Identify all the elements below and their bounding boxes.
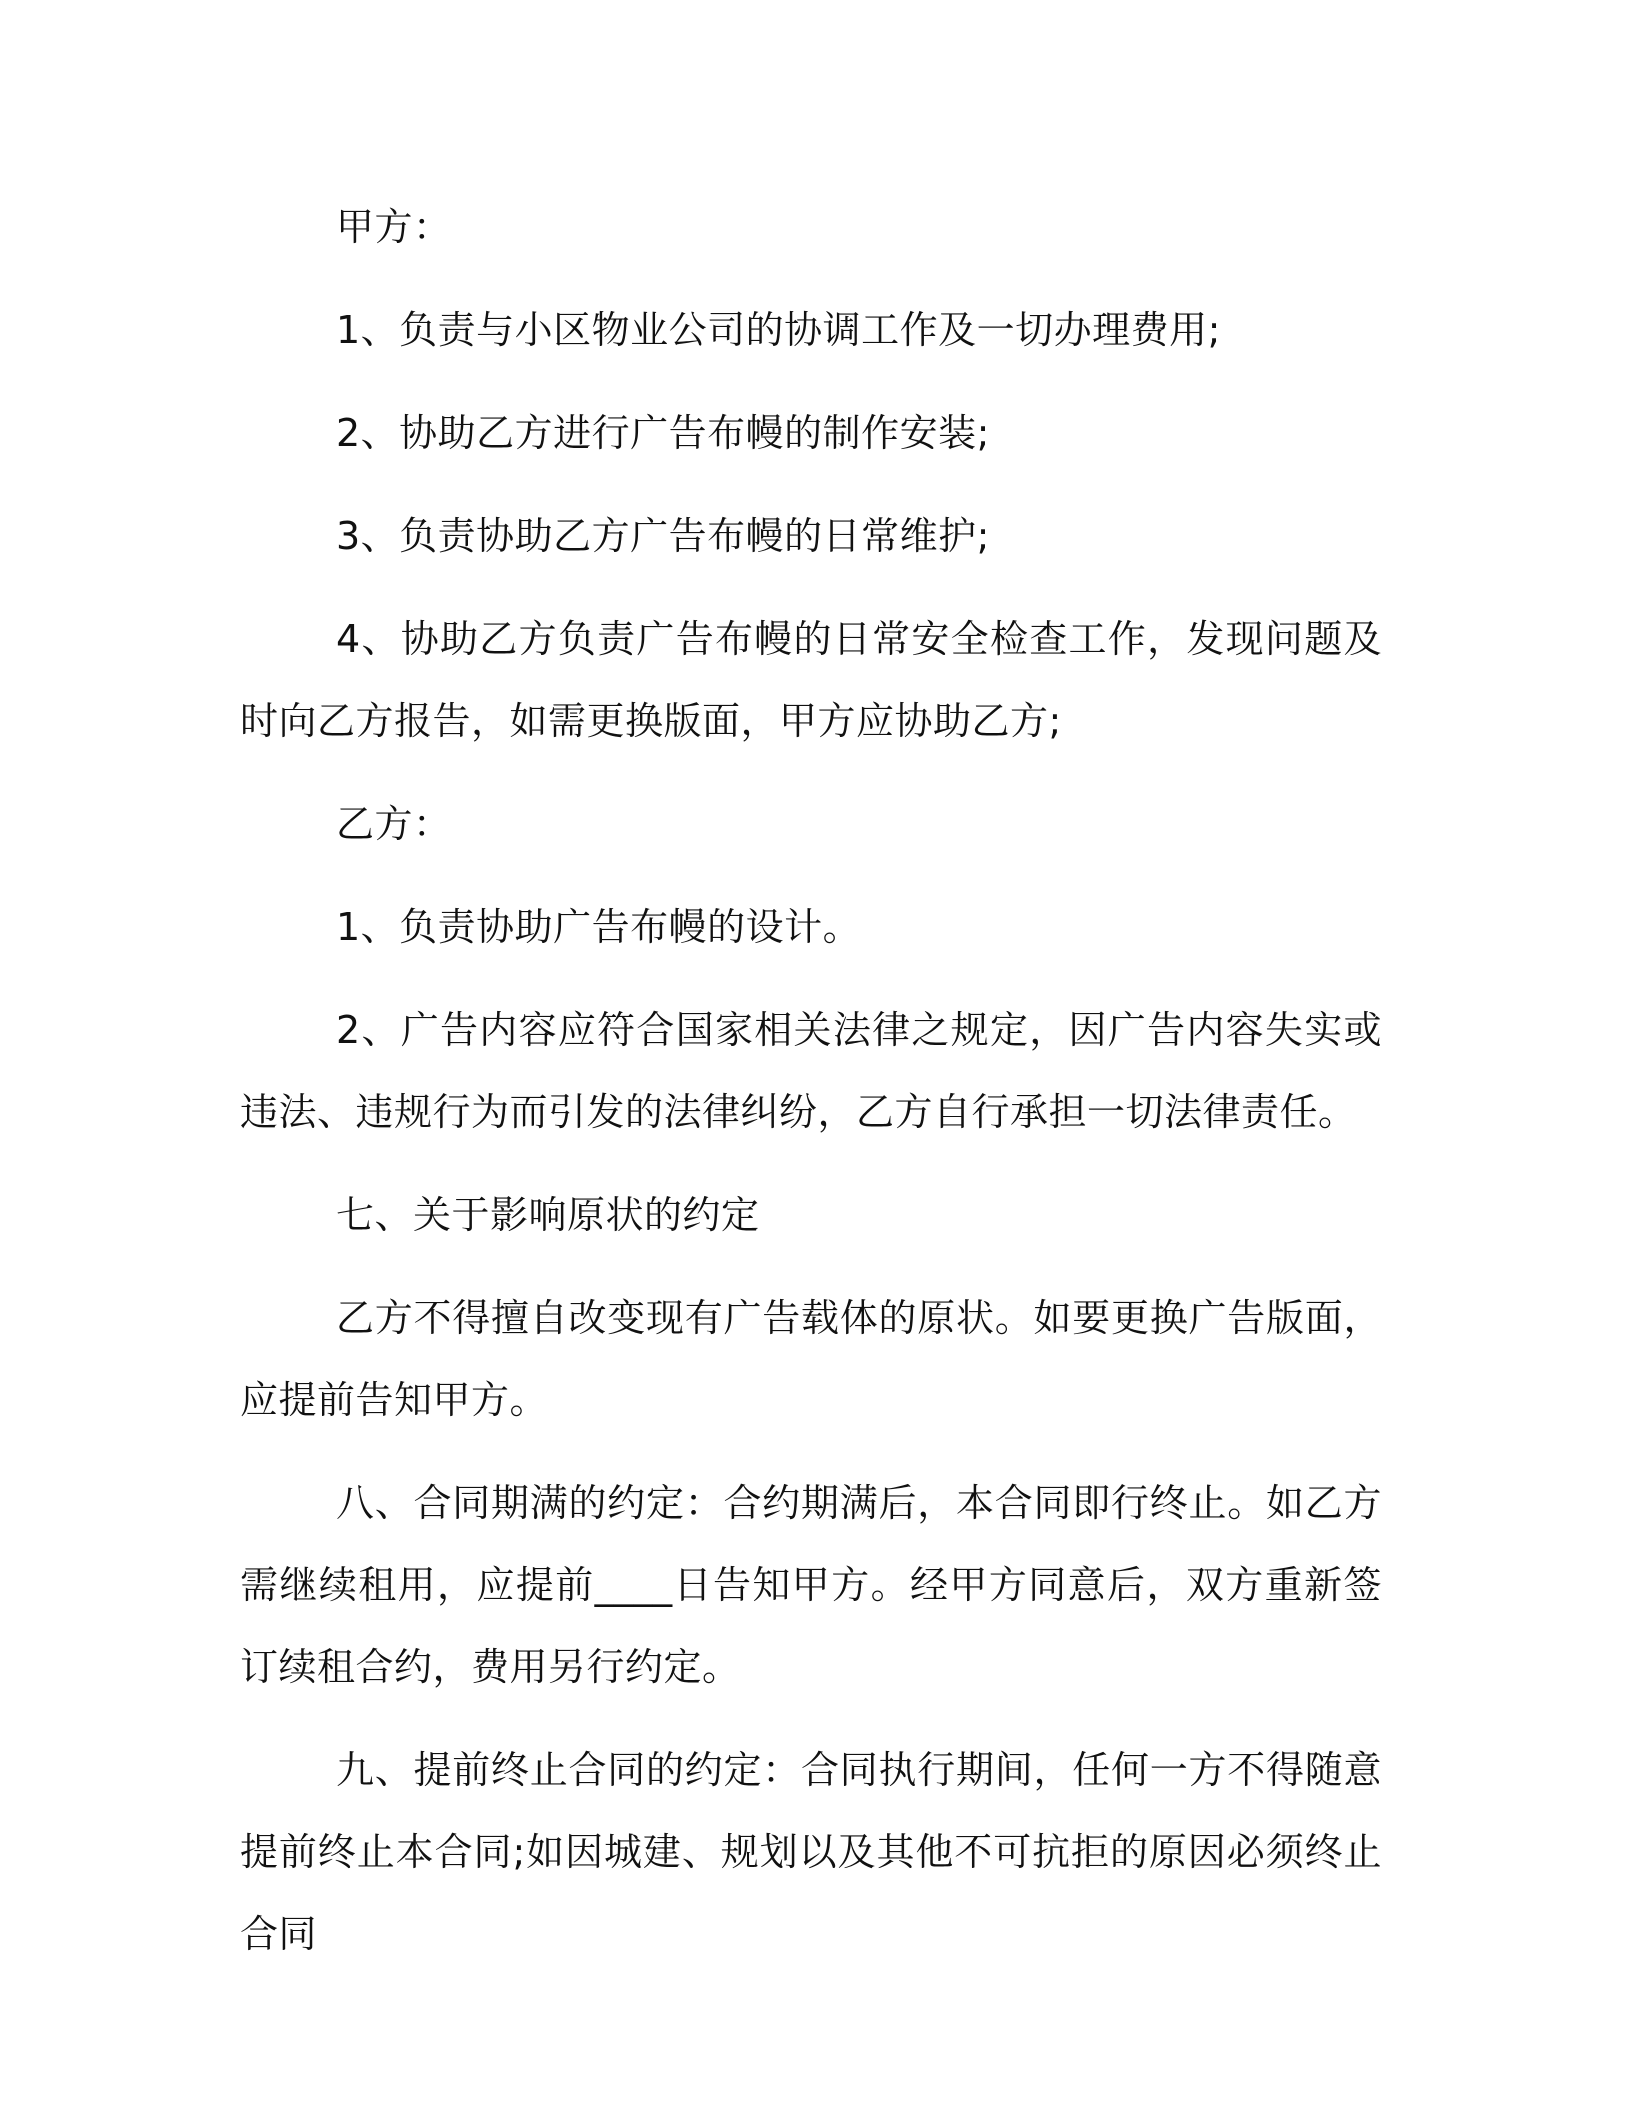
- paragraph-party-b-heading: 乙方：: [336, 802, 452, 846]
- paragraph-section-9: 九、提前终止合同的约定：合同执行期间，任何一方不得随意提前终止本合同;如因城建、规划以及其他不可抗拒的原因必须终止合同: [240, 1748, 1382, 1956]
- paragraph-party-a-item-1: 1、负责与小区物业公司的协调工作及一切办理费用;: [336, 308, 1221, 352]
- paragraph-party-b-item-2: 2、广告内容应符合国家相关法律之规定，因广告内容失实或违法、违规行为而引发的法律纠纷，乙方自行承担一切法律责任。: [240, 1008, 1382, 1134]
- paragraph-party-a-heading: 甲方：: [336, 205, 452, 249]
- document-body: [240, 186, 1382, 1996]
- paragraph-section-7-heading: 七、关于影响原状的约定: [336, 1193, 760, 1237]
- paragraph-party-b-item-1: 1、负责协助广告布幔的设计。: [336, 905, 862, 949]
- paragraph-section-7-body: 乙方不得擅自改变现有广告载体的原状。如要更换广告版面，应提前告知甲方。: [240, 1296, 1382, 1422]
- paragraph-party-a-item-2: 2、协助乙方进行广告布幔的制作安装;: [336, 411, 990, 455]
- paragraph-party-a-item-3: 3、负责协助乙方广告布幔的日常维护;: [336, 514, 990, 558]
- paragraph-party-a-item-4: 4、协助乙方负责广告布幔的日常安全检查工作，发现问题及时向乙方报告，如需更换版面，甲方应协助乙方;: [240, 617, 1382, 743]
- paragraph-section-8: 八、合同期满的约定：合约期满后，本合同即行终止。如乙方需继续租用，应提前____日告知甲方。经甲方同意后，双方重新签订续租合约，费用另行约定。: [240, 1481, 1382, 1689]
